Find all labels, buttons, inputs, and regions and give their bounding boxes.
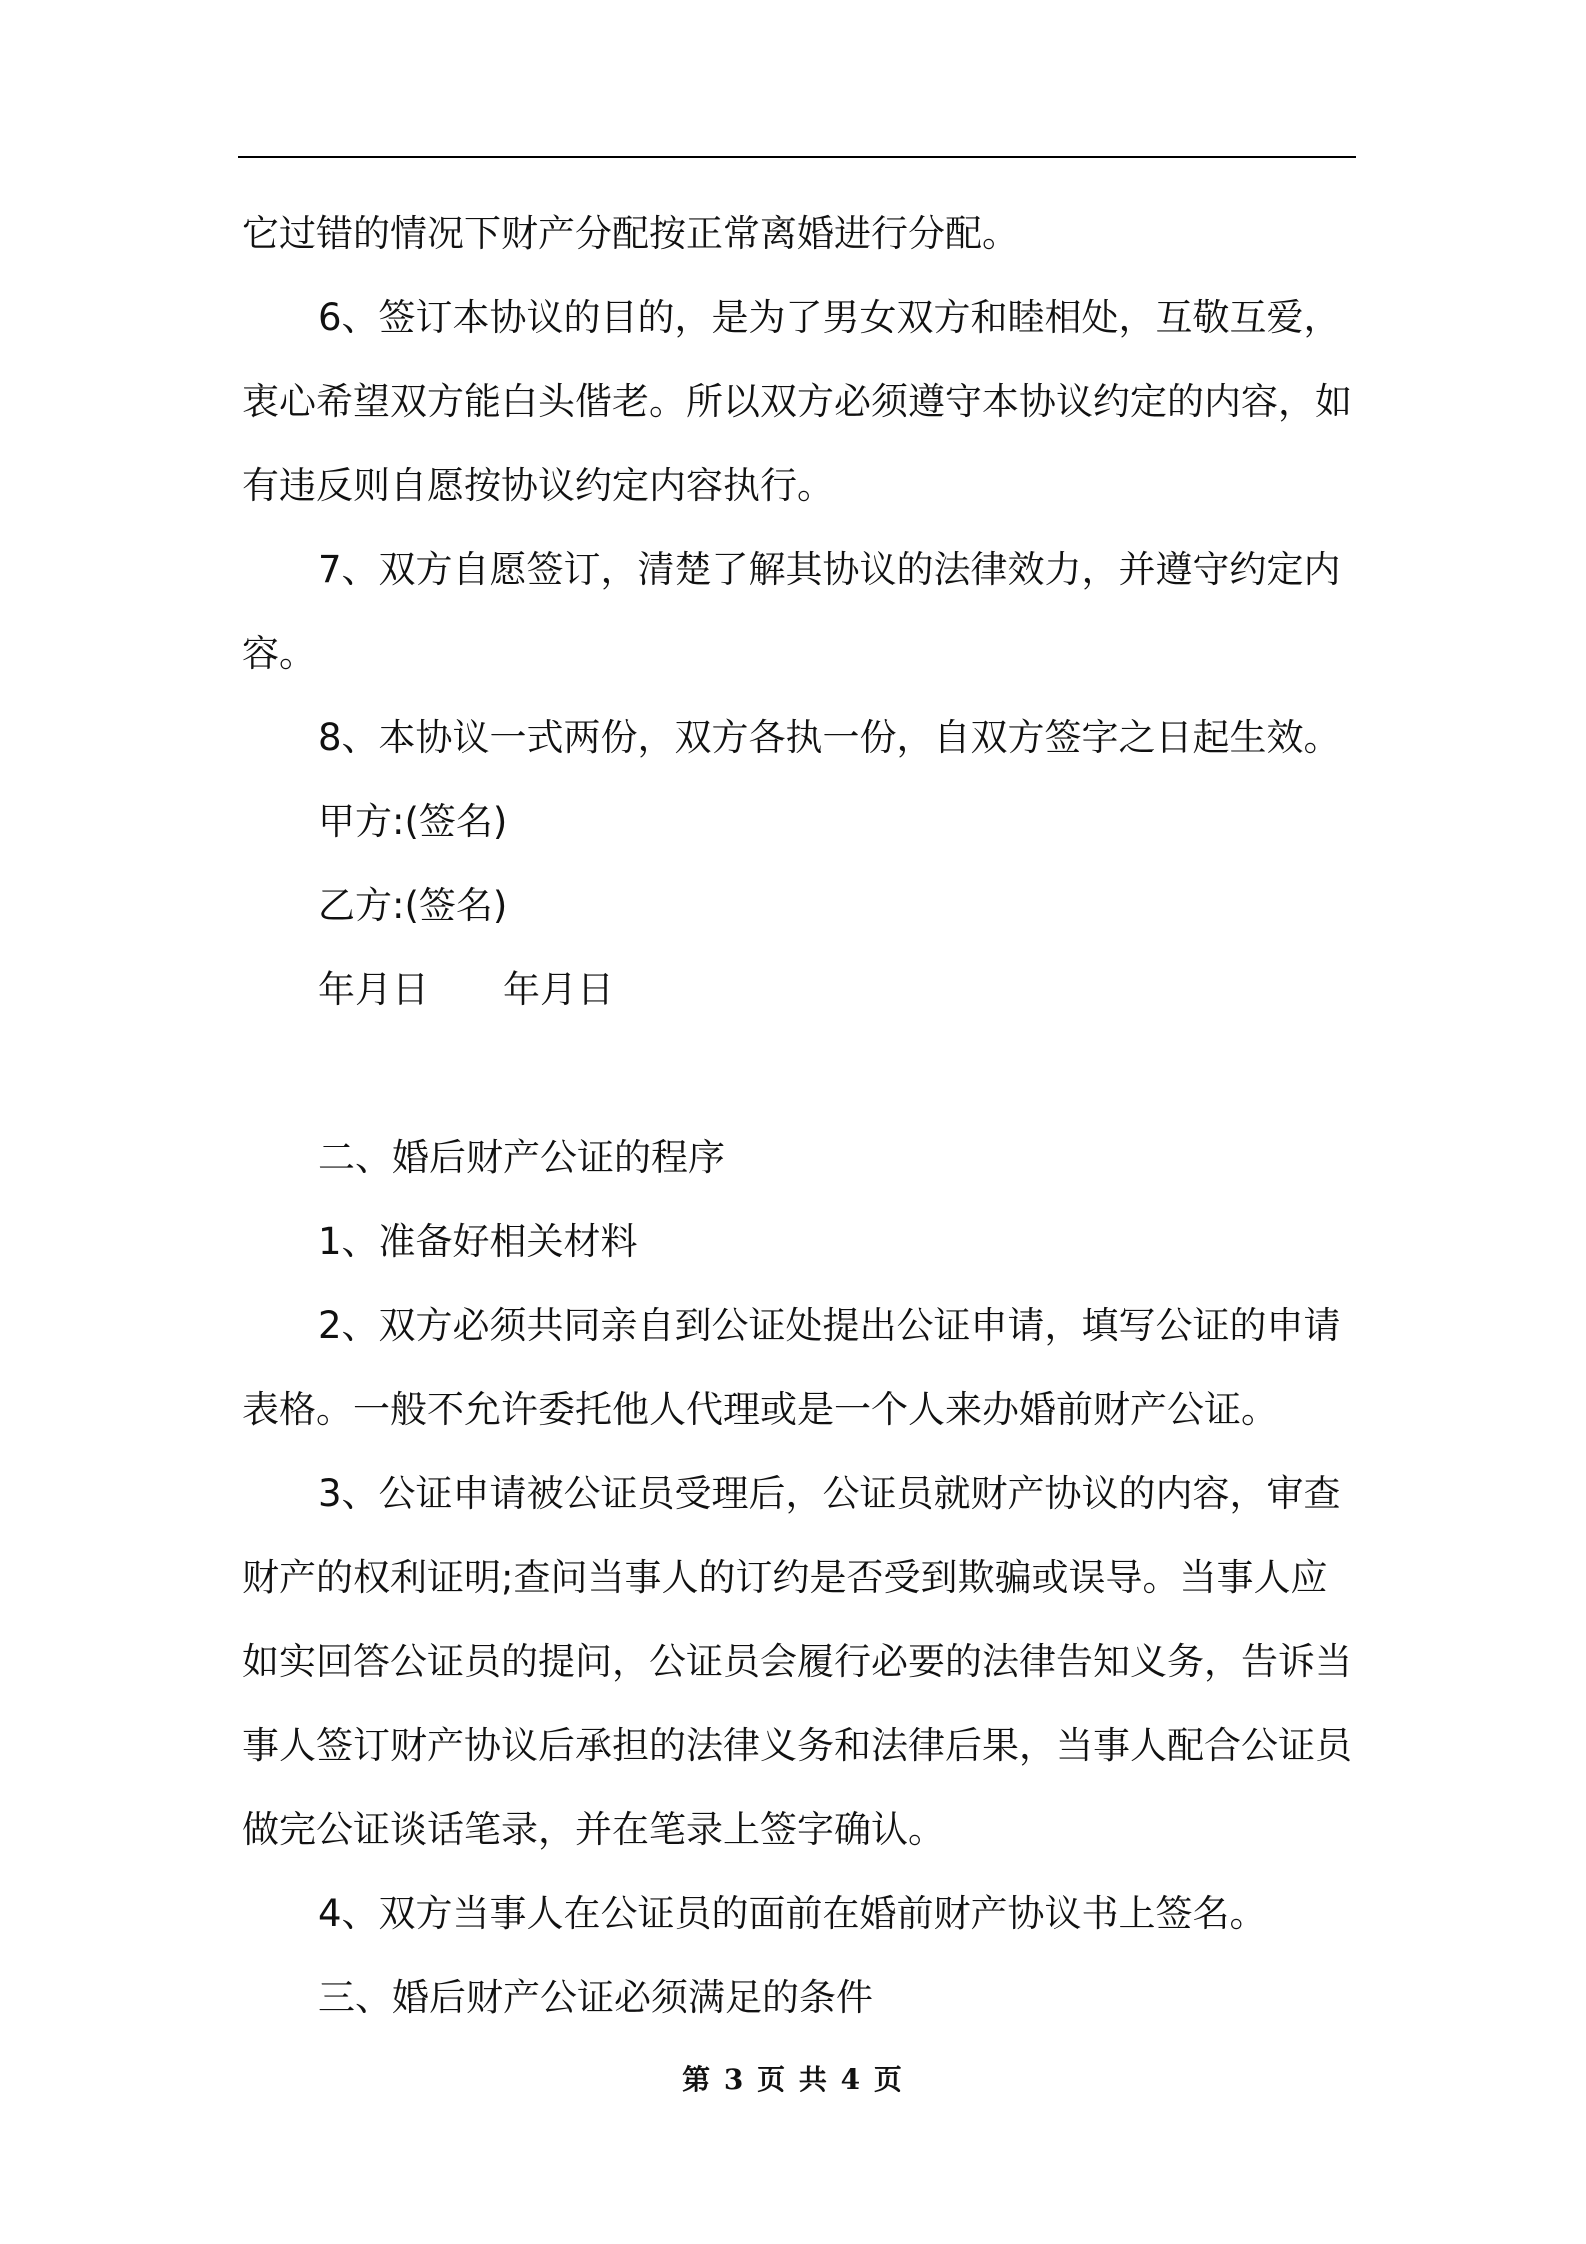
text-line: 做完公证谈话笔录，并在笔录上签字确认。 bbox=[242, 1808, 945, 1851]
text-line: 6、签订本协议的目的，是为了男女双方和睦相处，互敬互爱， bbox=[318, 296, 1341, 339]
text-line: 表格。一般不允许委托他人代理或是一个人来办婚前财产公证。 bbox=[242, 1388, 1278, 1431]
text-line: 2、双方必须共同亲自到公证处提出公证申请，填写公证的申请 bbox=[318, 1304, 1341, 1347]
page-footer bbox=[0, 2060, 1586, 2100]
header-rule bbox=[238, 156, 1356, 158]
text-line: 乙方:(签名) bbox=[318, 884, 508, 927]
text-line: 年月日 年月日 bbox=[318, 968, 614, 1011]
text-line: 事人签订财产协议后承担的法律义务和法律后果，当事人配合公证员 bbox=[242, 1724, 1352, 1767]
text-line: 7、双方自愿签订，清楚了解其协议的法律效力，并遵守约定内 bbox=[318, 548, 1341, 591]
blank-line bbox=[242, 1032, 1356, 1116]
text-line: 8、本协议一式两份，双方各执一份，自双方签字之日起生效。 bbox=[318, 716, 1341, 759]
text-line: 1、准备好相关材料 bbox=[318, 1220, 638, 1263]
text-line: 衷心希望双方能白头偕老。所以双方必须遵守本协议约定的内容，如 bbox=[242, 380, 1352, 423]
page-number-label: 第 3 页 共 4 页 bbox=[682, 2063, 904, 2096]
text-line: 它过错的情况下财产分配按正常离婚进行分配。 bbox=[242, 212, 1019, 255]
text-line: 如实回答公证员的提问，公证员会履行必要的法律告知义务，告诉当 bbox=[242, 1640, 1352, 1683]
text-line: 财产的权利证明;查问当事人的订约是否受到欺骗或误导。当事人应 bbox=[242, 1556, 1328, 1599]
text-line: 3、公证申请被公证员受理后，公证员就财产协议的内容，审查 bbox=[318, 1472, 1341, 1515]
text-line: 三、婚后财产公证必须满足的条件 bbox=[318, 1976, 873, 2019]
text-line: 4、双方当事人在公证员的面前在婚前财产协议书上签名。 bbox=[318, 1892, 1267, 1935]
text-line: 有违反则自愿按协议约定内容执行。 bbox=[242, 464, 834, 507]
text-line: 二、婚后财产公证的程序 bbox=[318, 1136, 725, 1179]
text-line: 甲方:(签名) bbox=[318, 800, 508, 843]
document-body bbox=[242, 192, 1356, 2040]
text-line: 容。 bbox=[242, 632, 316, 675]
